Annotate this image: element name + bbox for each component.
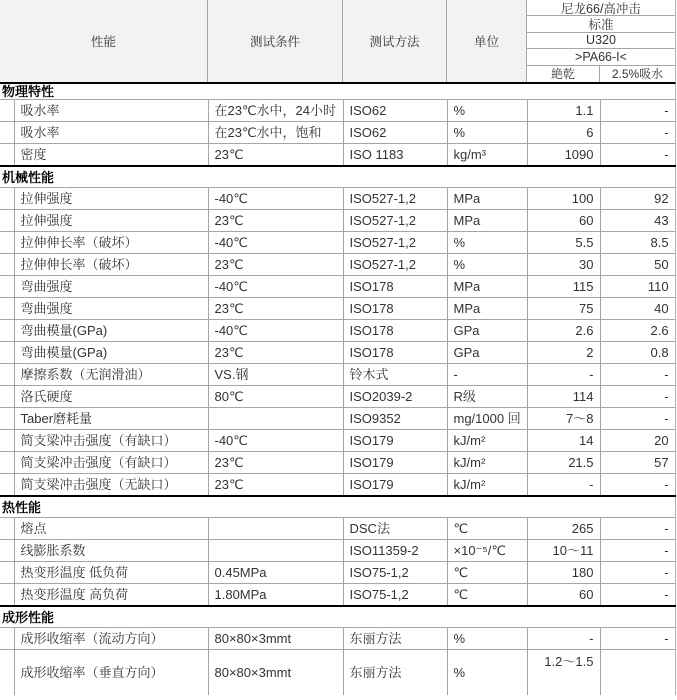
cell-unit: ×10⁻⁵/℃ [447,539,527,561]
cell-property: 热变形温度 高负荷 [14,583,208,606]
cell-value-dry: 2 [527,341,600,363]
header-grade-name: U320 [527,33,675,49]
cell-indent [0,275,14,297]
section-title: 热性能 [0,496,675,518]
cell-method: ISO178 [343,319,447,341]
cell-value-dry: 30 [527,253,600,275]
cell-property: 线膨胀系数 [14,539,208,561]
table-row [0,429,675,451]
cell-value-wet: - [600,473,675,496]
cell-indent [0,363,14,385]
cell-value-wet: - [600,363,675,385]
cell-value-dry: 2.6 [527,319,600,341]
cell-value-wet: 40 [600,297,675,319]
cell-condition: 1.80MPa [208,583,343,606]
header-property: 性能 [0,0,208,82]
cell-value-wet: - [600,517,675,539]
cell-value-wet: - [600,539,675,561]
header-grade-family: 尼龙66/高冲击 [527,0,675,16]
cell-unit: ℃ [447,583,527,606]
cell-value-dry: 1090 [527,143,600,166]
table-row [0,583,675,606]
cell-property: 吸水率 [14,99,208,121]
cell-condition: 80×80×3mmt [208,649,343,695]
cell-value-dry: 14 [527,429,600,451]
cell-method: DSC法 [343,517,447,539]
cell-indent [0,517,14,539]
cell-unit: kJ/m² [447,451,527,473]
cell-value-dry: 265 [527,517,600,539]
cell-method: ISO 1183 [343,143,447,166]
table-header [0,0,676,84]
table-row [0,187,675,209]
cell-value-wet: - [600,627,675,649]
cell-value-dry: 60 [527,209,600,231]
cell-unit: GPa [447,319,527,341]
cell-value-wet: - [600,583,675,606]
section-title: 机械性能 [0,166,675,188]
table-row [0,297,675,319]
cell-method: ISO527-1,2 [343,253,447,275]
cell-condition [208,539,343,561]
cell-unit: % [447,99,527,121]
cell-condition [208,517,343,539]
cell-value-dry: 7〜8 [527,407,600,429]
header-method: 测试方法 [343,0,447,82]
cell-value-wet: 92 [600,187,675,209]
cell-value-dry: - [527,473,600,496]
cell-method: ISO62 [343,99,447,121]
cell-indent [0,385,14,407]
cell-value-wet: 110 [600,275,675,297]
table-row [0,341,675,363]
table-row [0,121,675,143]
cell-method: ISO75-1,2 [343,561,447,583]
table-row [0,539,675,561]
cell-indent [0,429,14,451]
cell-property: 拉伸强度 [14,209,208,231]
cell-condition: 80×80×3mmt [208,627,343,649]
cell-unit: kg/m³ [447,143,527,166]
table-row [0,231,675,253]
cell-value-wet: - [600,99,675,121]
cell-indent [0,627,14,649]
header-grade-type: 标准 [527,16,675,32]
cell-value-dry: - [527,627,600,649]
cell-method: ISO179 [343,451,447,473]
cell-unit: % [447,121,527,143]
cell-method: ISO62 [343,121,447,143]
cell-unit: kJ/m² [447,429,527,451]
section-title-row [0,606,675,628]
cell-value-dry: 115 [527,275,600,297]
cell-value-wet: 57 [600,451,675,473]
cell-value-wet: - [600,385,675,407]
cell-method: 铃木式 [343,363,447,385]
cell-condition: -40℃ [208,319,343,341]
cell-property: 弯曲强度 [14,297,208,319]
cell-value-dry: 180 [527,561,600,583]
cell-condition: 23℃ [208,297,343,319]
cell-indent [0,99,14,121]
cell-property: 洛氏硬度 [14,385,208,407]
cell-indent [0,649,14,695]
cell-indent [0,319,14,341]
cell-condition: 在23℃水中，饱和 [208,121,343,143]
cell-property: 拉伸强度 [14,187,208,209]
cell-unit: MPa [447,297,527,319]
cell-method: ISO11359-2 [343,539,447,561]
section-title-row [0,496,675,518]
cell-condition: VS.钢 [208,363,343,385]
cell-unit: MPa [447,275,527,297]
cell-unit: R级 [447,385,527,407]
cell-property: 弯曲强度 [14,275,208,297]
cell-condition: 在23℃水中，24小时 [208,99,343,121]
cell-property: 密度 [14,143,208,166]
cell-method: ISO527-1,2 [343,187,447,209]
cell-property: 拉伸伸长率（破坏） [14,253,208,275]
cell-indent [0,297,14,319]
cell-unit: % [447,253,527,275]
cell-method: ISO75-1,2 [343,583,447,606]
cell-value-dry: 1.2〜1.5 [527,649,600,695]
cell-property: 摩擦系数（无润滑油） [14,363,208,385]
cell-condition: 23℃ [208,473,343,496]
cell-indent [0,187,14,209]
cell-method: ISO527-1,2 [343,209,447,231]
cell-indent [0,561,14,583]
cell-property: Taber磨耗量 [14,407,208,429]
table-row [0,253,675,275]
cell-indent [0,583,14,606]
cell-unit: - [447,363,527,385]
cell-condition: -40℃ [208,275,343,297]
section-title-row [0,84,675,100]
table-row [0,627,675,649]
cell-method: 东丽方法 [343,649,447,695]
cell-method: ISO178 [343,275,447,297]
table-row [0,275,675,297]
header-condition: 测试条件 [208,0,343,82]
table-row [0,561,675,583]
cell-condition: 0.45MPa [208,561,343,583]
cell-value-dry: 10〜11 [527,539,600,561]
cell-method: ISO179 [343,473,447,496]
cell-property: 弯曲模量(GPa) [14,319,208,341]
properties-table [0,84,676,695]
cell-property: 热变形温度 低负荷 [14,561,208,583]
cell-value-dry: 75 [527,297,600,319]
header-grade-designation: >PA66-I< [527,49,675,65]
cell-value-dry: 6 [527,121,600,143]
table-row [0,385,675,407]
cell-property: 弯曲模量(GPa) [14,341,208,363]
cell-indent [0,143,14,166]
section-title: 成形性能 [0,606,675,628]
cell-value-wet: 43 [600,209,675,231]
table-row [0,473,675,496]
cell-property: 熔点 [14,517,208,539]
header-sub-dry: 絶乾 [527,66,600,82]
cell-method: 东丽方法 [343,627,447,649]
cell-condition: -40℃ [208,429,343,451]
table-row [0,99,675,121]
table-row [0,649,675,695]
cell-value-wet: 50 [600,253,675,275]
cell-property: 简支梁冲击强度（无缺口） [14,473,208,496]
cell-indent [0,473,14,496]
cell-method: ISO2039-2 [343,385,447,407]
cell-condition: 23℃ [208,143,343,166]
cell-method: ISO527-1,2 [343,231,447,253]
cell-indent [0,209,14,231]
cell-value-dry: 114 [527,385,600,407]
cell-property: 简支梁冲击强度（有缺口） [14,451,208,473]
cell-condition: 23℃ [208,253,343,275]
cell-value-wet: 20 [600,429,675,451]
cell-unit: % [447,649,527,695]
cell-value-wet: - [600,121,675,143]
cell-unit: ℃ [447,561,527,583]
cell-property: 拉伸伸长率（破坏） [14,231,208,253]
cell-value-wet: 0.8 [600,341,675,363]
cell-value-wet: - [600,143,675,166]
cell-indent [0,407,14,429]
cell-property: 成形收缩率（流动方向） [14,627,208,649]
cell-method: ISO9352 [343,407,447,429]
cell-property: 吸水率 [14,121,208,143]
table-row [0,209,675,231]
cell-unit: % [447,231,527,253]
table-row [0,407,675,429]
cell-method: ISO178 [343,341,447,363]
cell-unit: MPa [447,187,527,209]
cell-value-dry: 1.1 [527,99,600,121]
cell-indent [0,253,14,275]
cell-indent [0,341,14,363]
table-row [0,143,675,166]
cell-condition: -40℃ [208,187,343,209]
cell-unit: ℃ [447,517,527,539]
cell-condition: 23℃ [208,451,343,473]
cell-unit: MPa [447,209,527,231]
cell-value-wet [600,649,675,695]
cell-indent [0,451,14,473]
properties-table-body [0,84,675,695]
cell-value-wet: - [600,561,675,583]
cell-condition: 23℃ [208,209,343,231]
cell-condition: -40℃ [208,231,343,253]
cell-value-dry: 60 [527,583,600,606]
section-title: 物理特性 [0,84,675,100]
cell-method: ISO179 [343,429,447,451]
cell-value-wet: 2.6 [600,319,675,341]
cell-value-dry: 100 [527,187,600,209]
table-row [0,517,675,539]
cell-unit: % [447,627,527,649]
cell-method: ISO178 [343,297,447,319]
header-sub-wet: 2.5%吸水 [600,66,675,82]
cell-unit: GPa [447,341,527,363]
cell-property: 成形收缩率（垂直方向） [14,649,208,695]
cell-unit: kJ/m² [447,473,527,496]
section-title-row [0,166,675,188]
cell-condition: 23℃ [208,341,343,363]
table-row [0,319,675,341]
cell-property: 简支梁冲击强度（有缺口） [14,429,208,451]
cell-indent [0,539,14,561]
cell-unit: mg/1000 回 [447,407,527,429]
cell-value-dry: 5.5 [527,231,600,253]
table-row [0,363,675,385]
cell-condition: 80℃ [208,385,343,407]
cell-value-wet: 8.5 [600,231,675,253]
header-unit: 单位 [447,0,527,82]
cell-indent [0,121,14,143]
table-row [0,451,675,473]
cell-value-dry: - [527,363,600,385]
cell-value-wet: - [600,407,675,429]
cell-value-dry: 21.5 [527,451,600,473]
cell-condition [208,407,343,429]
cell-indent [0,231,14,253]
